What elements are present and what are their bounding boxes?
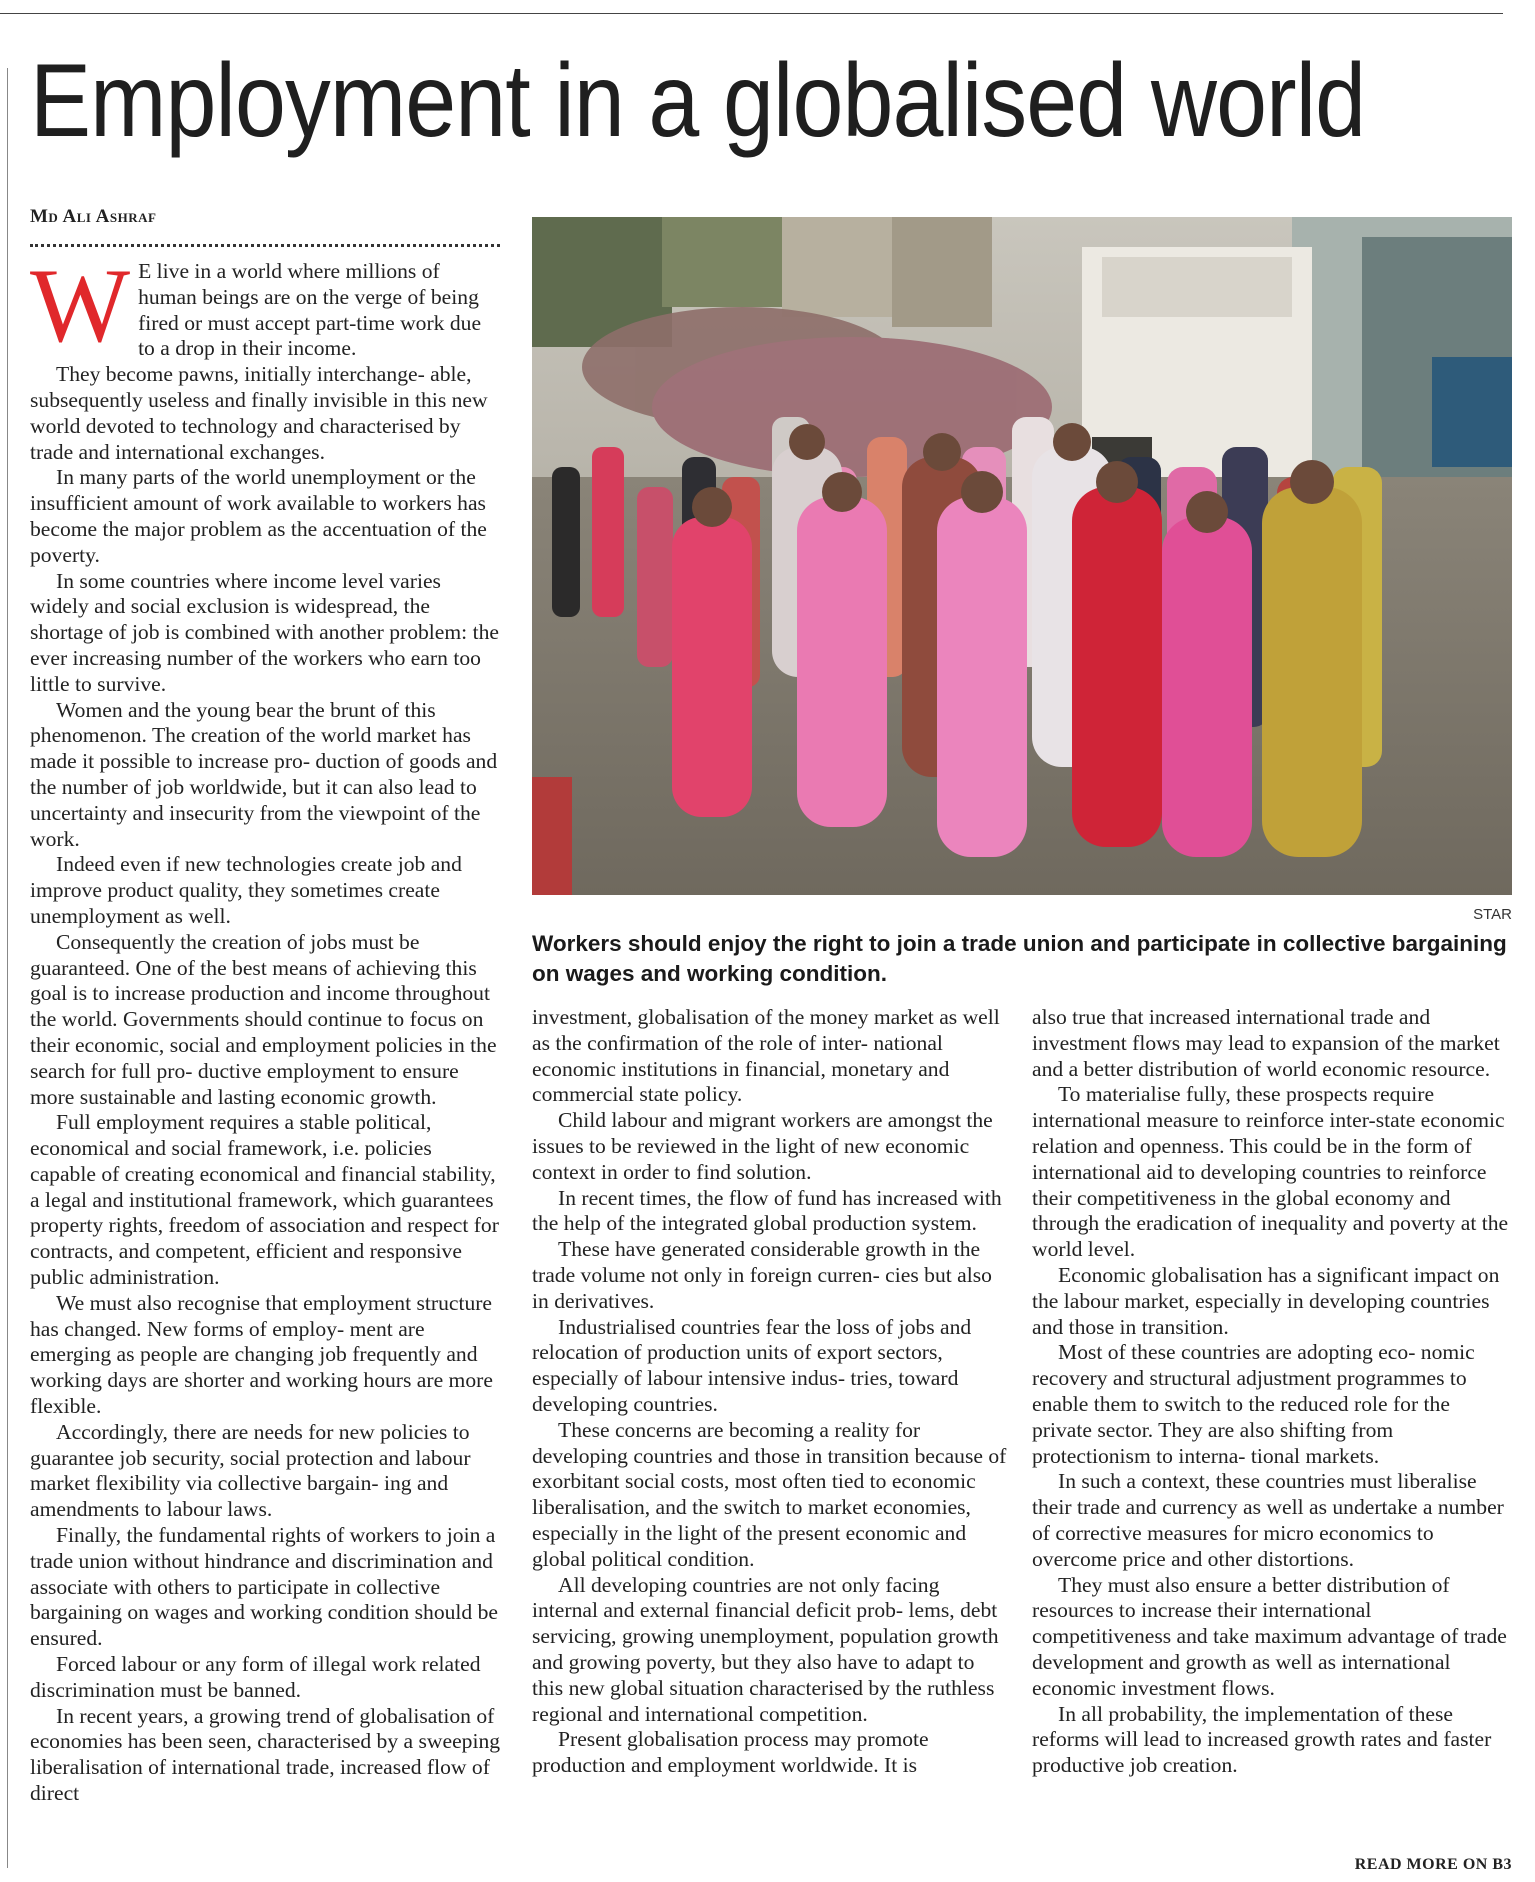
paragraph: All developing countries are not only facing internal and external financial deficit prob- lems, debt servicing, growing unemployment, population growth and growing poverty, but they also have to adapt to this new global situation characterised by the ruthless regional and international competition. <box>532 1572 999 1726</box>
paragraph-continuation: also true that increased international trade and investment flows may lead to expansion of the market and a better distribution of world economic resource. <box>1032 1005 1500 1081</box>
paragraph: These concerns are becoming a reality for developing countries and those in transition because of exorbitant social costs, most often tied to economic liberalisation, and the switch to market economies, especially in the light of the present economic and global political condition. <box>532 1417 1007 1571</box>
paragraph: Women and the young bear the brunt of this phenomenon. The creation of the world market has made it possible to increase pro- duction of goods and the number of job worldwide, but it can also lead to uncertainty and insecurity from the viewpoint of the work. <box>30 697 498 851</box>
paragraph-continuation: investment, globalisation of the money market as well as the confirmation of the role of inter- national economic institutions in financial, monetary and commercial state policy. <box>532 1005 1000 1107</box>
headline: Employment in a globalised world <box>30 43 1366 159</box>
paragraph: In recent years, a growing trend of globalisation of economies has been seen, characterised by a sweeping liberalisation of international trade, increased flow of direct <box>30 1703 501 1806</box>
read-more-link[interactable]: READ MORE ON B3 <box>1354 1856 1512 1873</box>
paragraph: We must also recognise that employment structure has changed. New forms of employ- ment are emerging as people are changing job frequently and working days are shorter and working hours are more flexible. <box>30 1290 493 1419</box>
paragraph: Child labour and migrant workers are amongst the issues to be reviewed in the light of new economic context in order to find solution. <box>532 1108 993 1184</box>
paragraph: Most of these countries are adopting eco- nomic recovery and structural adjustment programmes to enable them to switch to the reduced role for the private sector. They are also shifting from protectionism to interna- tional markets. <box>1032 1340 1475 1468</box>
paragraph: Accordingly, there are needs for new policies to guarantee job security, social protection and labour market flexibility via collective bargain- ing and amendments to labour laws. <box>30 1419 471 1522</box>
photo-caption: Workers should enjoy the right to join a trade union and participate in collective bargaining on wages and working condition. <box>532 931 1507 986</box>
paragraph: Finally, the fundamental rights of workers to join a trade union without hindrance and discrimination and associate with others to participate in collective bargaining on wages and working condition should be ensured. <box>30 1523 498 1651</box>
byline: Md Ali Ashraf <box>30 206 157 227</box>
paragraph: In many parts of the world unemployment or the insufficient amount of work available to workers has become the major problem as the accentuation of the poverty. <box>30 465 487 567</box>
paragraph: Full employment requires a stable political, economical and social framework, i.e. policies capable of creating economical and financial stability, a legal and institutional framework, which guarantees property rights, freedom of association and respect for contracts, and competent, efficient and responsive public administration. <box>30 1110 499 1290</box>
article-column-1 <box>30 247 502 1807</box>
paragraph: They become pawns, initially interchange- able, subsequently useless and finally invisible in this new world devoted to technology and characterised by trade and international exchanges. <box>30 362 488 464</box>
paragraph: These have generated considerable growth in the trade volume not only in foreign curren- cies but also in derivatives. <box>532 1237 992 1313</box>
photo-credit: STAR <box>1473 906 1512 923</box>
paragraph: Industrialised countries fear the loss of jobs and relocation of production units of export sectors, especially of labour intensive indus- tries, toward developing countries. <box>532 1314 972 1416</box>
paragraph: In recent times, the flow of fund has increased with the help of the integrated global production system. <box>532 1185 1002 1236</box>
paragraph: Consequently the creation of jobs must be guaranteed. One of the best means of achieving this goal is to increase production and income throughout the world. Governments should continue to focus on their economic, social and employment policies in the search for full pro- ductive employment to ensure more sustainable and lasting economic growth. <box>30 929 497 1109</box>
paragraph: To materialise fully, these prospects require international measure to reinforce inter-state economic relation and openness. This could be in the form of international aid to developing countries to reinforce their competitiveness in the global economy and through the eradication of inequality and poverty at the world level. <box>1032 1082 1509 1262</box>
news-photo <box>532 217 1512 895</box>
paragraph: In all probability, the implementation of these reforms will lead to increased growth rates and faster productive job creation. <box>1032 1701 1492 1778</box>
lead-text: E live in a world where millions of human beings are on the verge of being fired or must accept part-time work due to a drop in their income. <box>138 259 482 361</box>
paragraph: They must also ensure a better distribution of resources to increase their international competitiveness and take maximum advantage of trade development and growth as well as international economic investment flows. <box>1032 1572 1507 1700</box>
paragraph: Forced labour or any form of illegal work related discrimination must be banned. <box>30 1652 481 1702</box>
article-column-3 <box>1032 1005 1512 1779</box>
workers-walking-illustration <box>532 217 1512 895</box>
article-column-2 <box>532 1005 1007 1779</box>
paragraph: Indeed even if new technologies create job and improve product quality, they sometimes create unemployment as well. <box>30 852 462 928</box>
paragraph: In some countries where income level varies widely and social exclusion is widespread, the shortage of job is combined with another problem: the ever increasing number of the workers who earn too little to survive. <box>30 568 499 696</box>
lead-paragraph <box>30 247 502 364</box>
top-rule <box>0 13 1503 14</box>
paragraph: In such a context, these countries must liberalise their trade and currency as well as undertake a number of corrective measures for micro economics to overcome price and other distortions. <box>1032 1469 1504 1571</box>
paragraph: Economic globalisation has a significant impact on the labour market, especially in developing countries and those in transition. <box>1032 1262 1500 1339</box>
left-column-rule <box>7 68 8 1868</box>
paragraph: Present globalisation process may promote production and employment worldwide. It is <box>532 1727 929 1778</box>
drop-cap: W <box>30 247 131 364</box>
